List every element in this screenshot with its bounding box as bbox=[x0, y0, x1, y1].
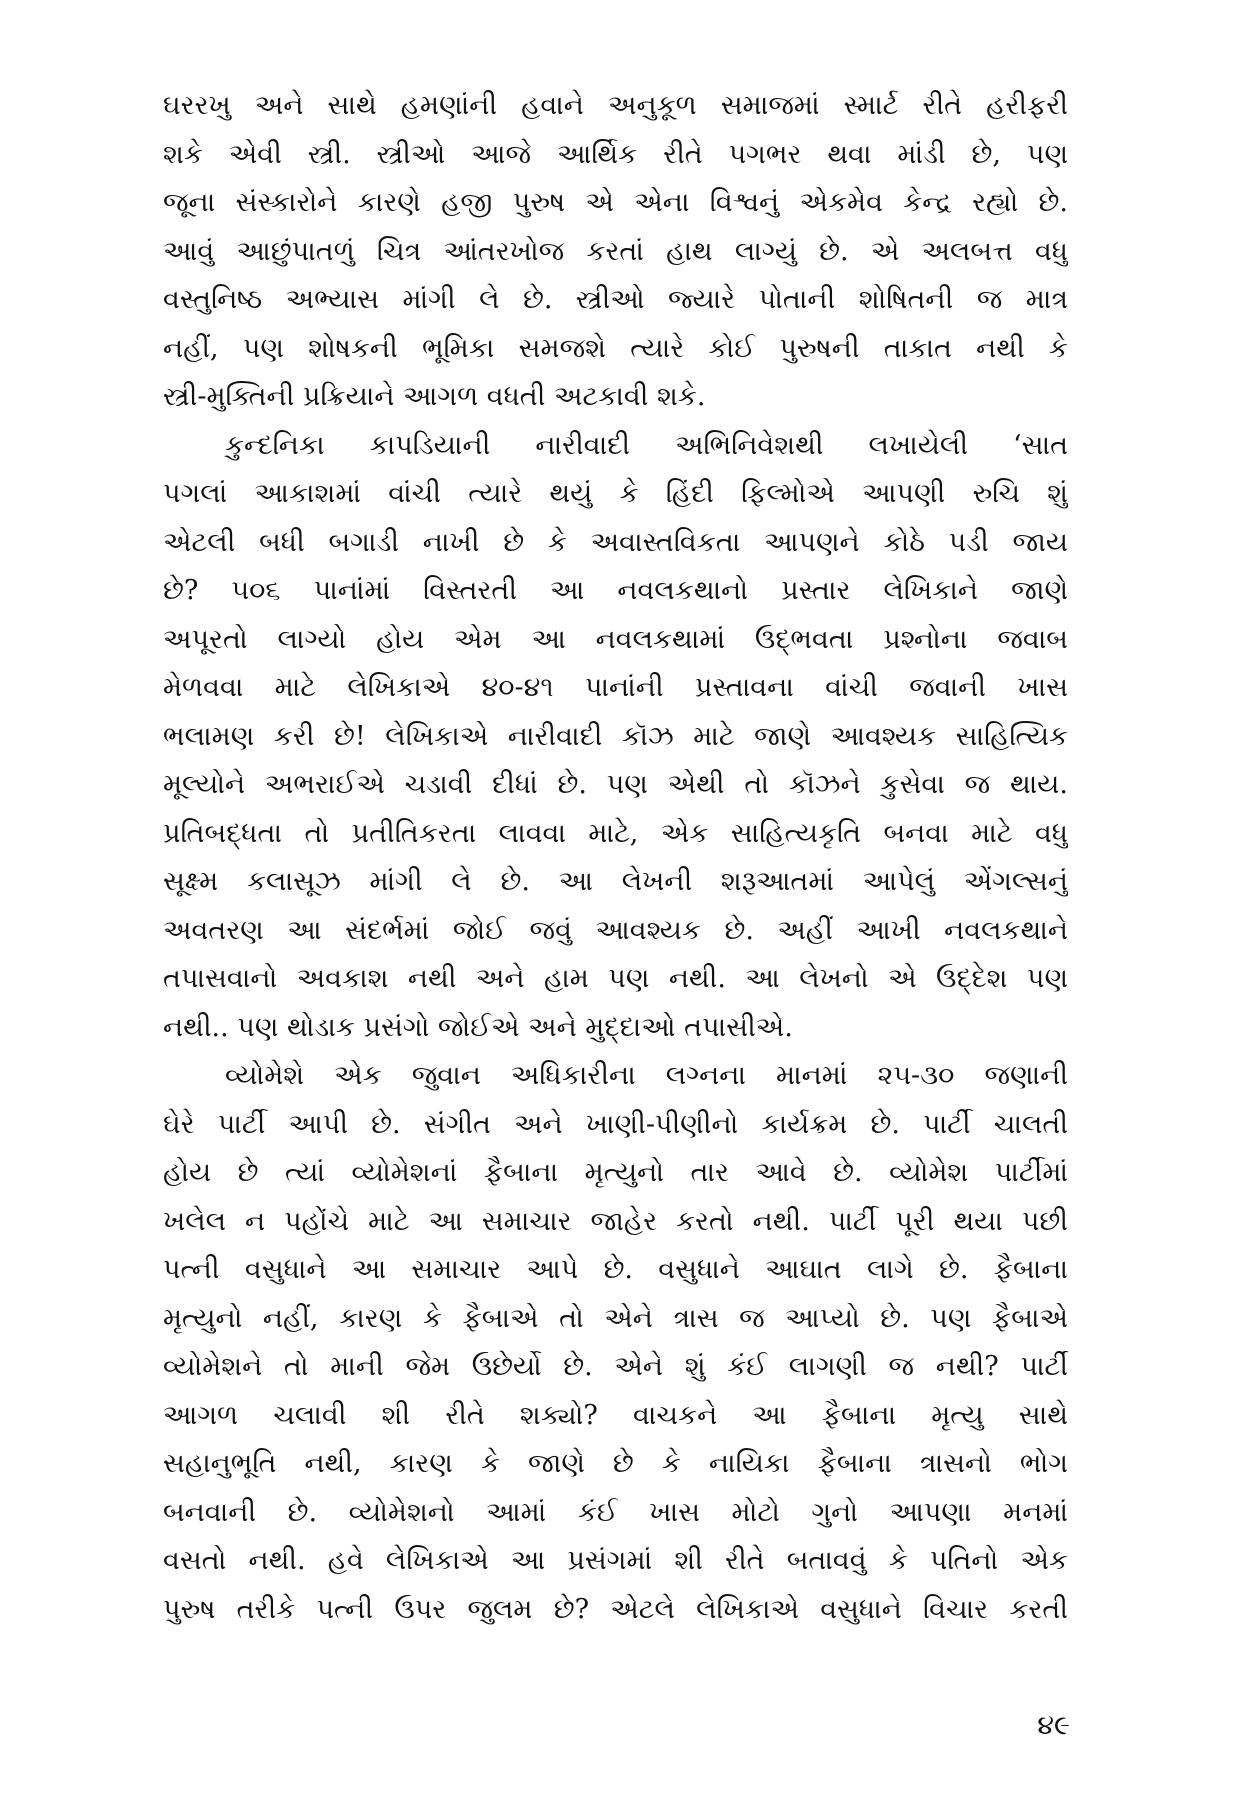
text-line: ઘરરખુ અને સાથે હમણાંની હવાને અનુકૂળ સમાજમાં સ્માર્ટ રીતે હરીફરી bbox=[163, 90, 1068, 121]
text-line: અવતરણ આ સંદર્ભમાં જોઈ જવું આવશ્યક છે. અહીં આખી નવલકથાને bbox=[163, 914, 1068, 946]
page-number: ૪૯ bbox=[1037, 1710, 1070, 1741]
text-line: બનવાની છે. વ્યોમેશનો આમાં કંઈ ખાસ મોટો ગુનો આપણા મનમાં bbox=[163, 1496, 1068, 1528]
text-line: શકે એવી સ્ત્રી. સ્ત્રીઓ આજે આર્થિક રીતે પગભર થવા માંડી છે, પણ bbox=[163, 138, 1068, 170]
text-line: મેળવવા માટે લેખિકાએ ૪૦-૪૧ પાનાંની પ્રસ્તાવના વાંચી જવાની ખાસ bbox=[163, 672, 1068, 703]
text-line: આગળ ચલાવી શી રીતે શક્યો? વાચકને આ ફૈબાના મૃત્યુ સાથે bbox=[163, 1399, 1068, 1431]
text-line: તપાસવાનો અવકાશ નથી અને હામ પણ નથી. આ લેખનો એ ઉદ્દેશ પણ bbox=[163, 963, 1068, 994]
text-line: એટલી બધી બગાડી નાખી છે કે અવાસ્તવિકતા આપણને કોઠે પડી જાય bbox=[163, 526, 1068, 558]
paragraph-1 bbox=[163, 82, 1068, 422]
text-line: વ્યોમેશે એક જુવાન અધિકારીના લગ્નના માનમાં ૨૫-૩૦ જણાની bbox=[225, 1060, 1068, 1091]
text-line: પ્રતિબદ્ધતા તો પ્રતીતિકરતા લાવવા માટે, એક સાહિત્યકૃતિ બનવા માટે વધુ bbox=[163, 817, 1068, 849]
text-line: હોય છે ત્યાં વ્યોમેશનાં ફૈબાના મૃત્યુનો તાર આવે છે. વ્યોમેશ પાર્ટીમાં bbox=[163, 1157, 1068, 1188]
text-line: પગલાં આકાશમાં વાંચી ત્યારે થયું કે હિંદી ફિલ્મોએ આપણી રુચિ શું bbox=[163, 478, 1068, 509]
text-line: વસતો નથી. હવે લેખિકાએ આ પ્રસંગમાં શી રીતે બતાવવું કે પતિનો એક bbox=[163, 1545, 1068, 1576]
text-line: જૂના સંસ્કારોને કારણે હજી પુરુષ એ એના વિશ્વનું એકમેવ કેન્દ્ર રહ્યો છે. bbox=[163, 187, 1068, 218]
text-line: મૃત્યુનો નહીં, કારણ કે ફૈબાએ તો એને ત્રાસ જ આપ્યો છે. પણ ફૈબાએ bbox=[163, 1302, 1068, 1334]
text-line: નથી.. પણ થોડાક પ્રસંગો જોઈએ અને મુદ્દાઓ તપાસીએ. bbox=[163, 1011, 793, 1043]
text-line: આવું આછુંપાતળું ચિત્ર આંતરખોજ કરતાં હાથ લાગ્યું છે. એ અલબત્ત વધુ bbox=[163, 235, 1068, 267]
text-line: મૂલ્યોને અભરાઈએ ચડાવી દીધાં છે. પણ એથી તો કૉઝને કુસેવા જ થાય. bbox=[163, 769, 1068, 800]
text-line: વ્યોમેશને તો માની જેમ ઉછેર્યો છે. એને શું કંઈ લાગણી જ નથી? પાર્ટી bbox=[163, 1351, 1068, 1382]
text-line: છે? ૫૦૬ પાનાંમાં વિસ્તરતી આ નવલકથાનો પ્રસ્તાર લેખિકાને જાણે bbox=[163, 575, 1068, 606]
text-line: સહાનુભૂતિ નથી, કારણ કે જાણે છે કે નાયિકા ફૈબાના ત્રાસનો ભોગ bbox=[163, 1448, 1068, 1479]
paragraph-3 bbox=[163, 1052, 1068, 1634]
text-line: પુરુષ તરીકે પત્ની ઉપર જુલમ છે? એટલે લેખિકાએ વસુધાને વિચાર કરતી bbox=[163, 1593, 1068, 1625]
text-line: નહીં, પણ શોષકની ભૂમિકા સમજશે ત્યારે કોઈ પુરુષની તાકાત નથી કે bbox=[163, 332, 1068, 364]
text-line: ખલેલ ન પહોંચે માટે આ સમાચાર જાહેર કરતો નથી. પાર્ટી પૂરી થયા પછી bbox=[163, 1205, 1068, 1237]
text-line: ભલામણ કરી છે! લેખિકાએ નારીવાદી કૉઝ માટે જાણે આવશ્યક સાહિત્યિક bbox=[163, 720, 1068, 752]
body-text bbox=[163, 82, 1068, 1634]
text-line: પત્ની વસુધાને આ સમાચાર આપે છે. વસુધાને આઘાત લાગે છે. ફૈબાના bbox=[163, 1254, 1068, 1285]
text-line: અપૂરતો લાગ્યો હોય એમ આ નવલકથામાં ઉદ્ભવતા પ્રશ્નોના જવાબ bbox=[163, 623, 1068, 655]
text-line: સ્ત્રી-મુક્તિની પ્રક્રિયાને આગળ વધતી અટકાવી શકે. bbox=[163, 381, 706, 412]
text-line: સૂક્ષ્મ કલાસૂઝ માંગી લે છે. આ લેખની શરૂઆતમાં આપેલું એંગલ્સનું bbox=[163, 866, 1068, 897]
text-line: વસ્તુનિષ્ઠ અભ્યાસ માંગી લે છે. સ્ત્રીઓ જ્યારે પોતાની શોષિતની જ માત્ર bbox=[163, 284, 1068, 315]
text-line: ઘેરે પાર્ટી આપી છે. સંગીત અને ખાણી-પીણીનો કાર્યક્રમ છે. પાર્ટી ચાલતી bbox=[163, 1108, 1068, 1140]
text-line: કુન્દનિકા કાપડિયાની નારીવાદી અભિનિવેશથી લખાયેલી ‘સાત bbox=[225, 429, 1068, 461]
paragraph-2 bbox=[163, 422, 1068, 1053]
